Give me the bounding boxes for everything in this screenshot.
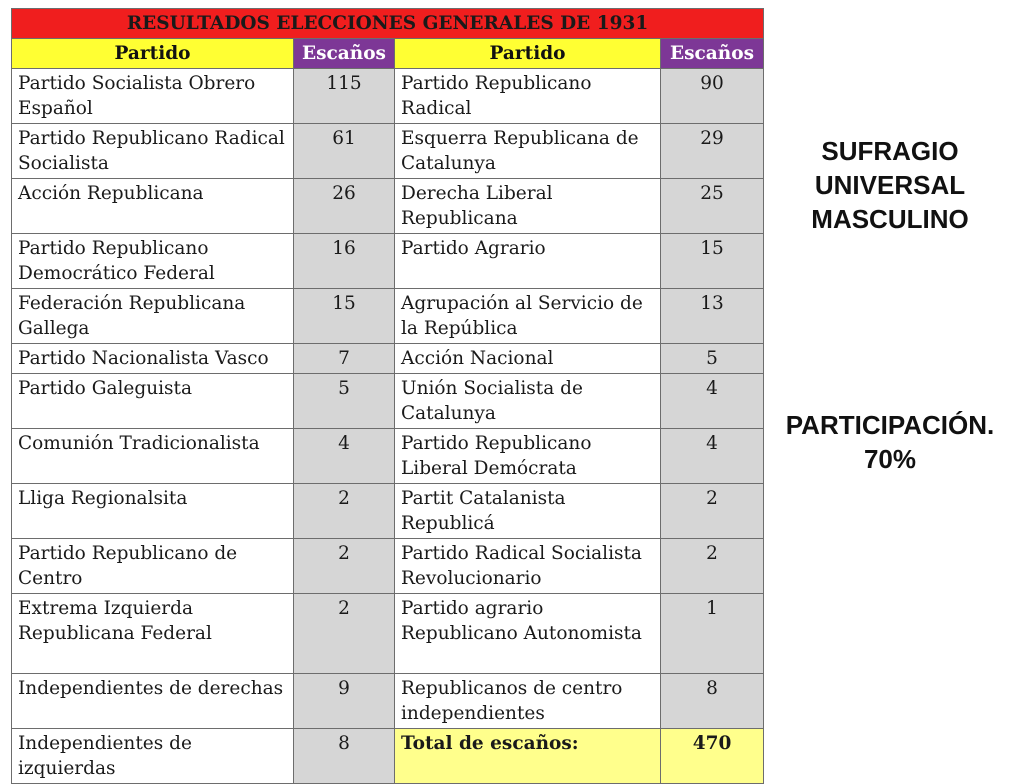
table-row — [12, 484, 764, 539]
seats-left: 115 — [294, 69, 395, 124]
seats-right: 2 — [661, 539, 764, 594]
party-name-left: Partido Galeguista — [12, 374, 294, 429]
table-row — [12, 374, 764, 429]
seats-left: 61 — [294, 124, 395, 179]
table-row — [12, 289, 764, 344]
sufragio-line: UNIVERSAL — [814, 170, 966, 200]
party-name-right: Partido Republicano Liberal Demócrata — [395, 429, 661, 484]
party-name-left: Acción Republicana — [12, 179, 294, 234]
table-row — [12, 344, 764, 374]
party-name-right: Partit Catalanista Republicá — [395, 484, 661, 539]
table-row — [12, 234, 764, 289]
party-name-right: Acción Nacional — [395, 344, 661, 374]
table-row — [12, 179, 764, 234]
party-name-left: Lliga Regionalsita — [12, 484, 294, 539]
header-row — [12, 39, 764, 69]
table-row — [12, 124, 764, 179]
party-name-right: Partido Radical Socialista Revolucionario — [395, 539, 661, 594]
party-name-right: Partido Agrario — [395, 234, 661, 289]
table-row — [12, 674, 764, 729]
party-name-left: Independientes de izquierdas — [12, 729, 294, 784]
header-partido-left: Partido — [12, 39, 294, 69]
seats-right: 8 — [661, 674, 764, 729]
party-name-left: Partido Republicano Radical Socialista — [12, 124, 294, 179]
party-name-left: Federación Republicana Gallega — [12, 289, 294, 344]
party-name-right: Unión Socialista de Catalunya — [395, 374, 661, 429]
seats-right: 2 — [661, 484, 764, 539]
party-name-right: Partido agrario Republicano Autonomista — [395, 594, 661, 674]
party-name-left: Comunión Tradicionalista — [12, 429, 294, 484]
header-escanos-left: Escaños — [294, 39, 395, 69]
party-name-right: Republicanos de centro independientes — [395, 674, 661, 729]
seats-left: 2 — [294, 539, 395, 594]
table-title: RESULTADOS ELECCIONES GENERALES DE 1931 — [12, 9, 764, 39]
party-name-left: Partido Nacionalista Vasco — [12, 344, 294, 374]
seats-left: 5 — [294, 374, 395, 429]
table-row — [12, 539, 764, 594]
seats-left: 15 — [294, 289, 395, 344]
seats-right: 4 — [661, 429, 764, 484]
seats-right: 25 — [661, 179, 764, 234]
results-table — [11, 8, 764, 784]
participacion-line: PARTICIPACIÓN. — [785, 410, 995, 440]
sufragio-line: SUFRAGIO — [821, 136, 959, 166]
party-name-left: Partido Republicano Democrático Federal — [12, 234, 294, 289]
seats-right: 15 — [661, 234, 764, 289]
party-name-left: Independientes de derechas — [12, 674, 294, 729]
seats-left: 7 — [294, 344, 395, 374]
title-row — [12, 9, 764, 39]
party-name-left: Partido Socialista Obrero Español — [12, 69, 294, 124]
seats-left: 4 — [294, 429, 395, 484]
table-row — [12, 69, 764, 124]
seats-right: 1 — [661, 594, 764, 674]
table-row — [12, 594, 764, 674]
header-escanos-right: Escaños — [661, 39, 764, 69]
seats-right: 5 — [661, 344, 764, 374]
seats-right: 29 — [661, 124, 764, 179]
total-seats-value: 470 — [661, 729, 764, 784]
sufragio-universal-label — [790, 134, 990, 236]
seats-left: 2 — [294, 594, 395, 674]
total-seats-label: Total de escaños: — [395, 729, 661, 784]
seats-left: 9 — [294, 674, 395, 729]
party-name-right: Esquerra Republicana de Catalunya — [395, 124, 661, 179]
seats-right: 90 — [661, 69, 764, 124]
participacion-value: 70% — [863, 444, 917, 474]
party-name-right: Agrupación al Servicio de la República — [395, 289, 661, 344]
table-row — [12, 429, 764, 484]
party-name-left: Extrema Izquierda Republicana Federal — [12, 594, 294, 674]
header-partido-right: Partido — [395, 39, 661, 69]
seats-right: 4 — [661, 374, 764, 429]
seats-left: 16 — [294, 234, 395, 289]
party-name-left: Partido Republicano de Centro — [12, 539, 294, 594]
seats-left: 2 — [294, 484, 395, 539]
table-row — [12, 729, 764, 784]
seats-left: 26 — [294, 179, 395, 234]
party-name-right: Derecha Liberal Republicana — [395, 179, 661, 234]
seats-right: 13 — [661, 289, 764, 344]
sufragio-line: MASCULINO — [811, 204, 969, 234]
participacion-label — [770, 408, 1010, 476]
party-name-right: Partido Republicano Radical — [395, 69, 661, 124]
seats-left: 8 — [294, 729, 395, 784]
